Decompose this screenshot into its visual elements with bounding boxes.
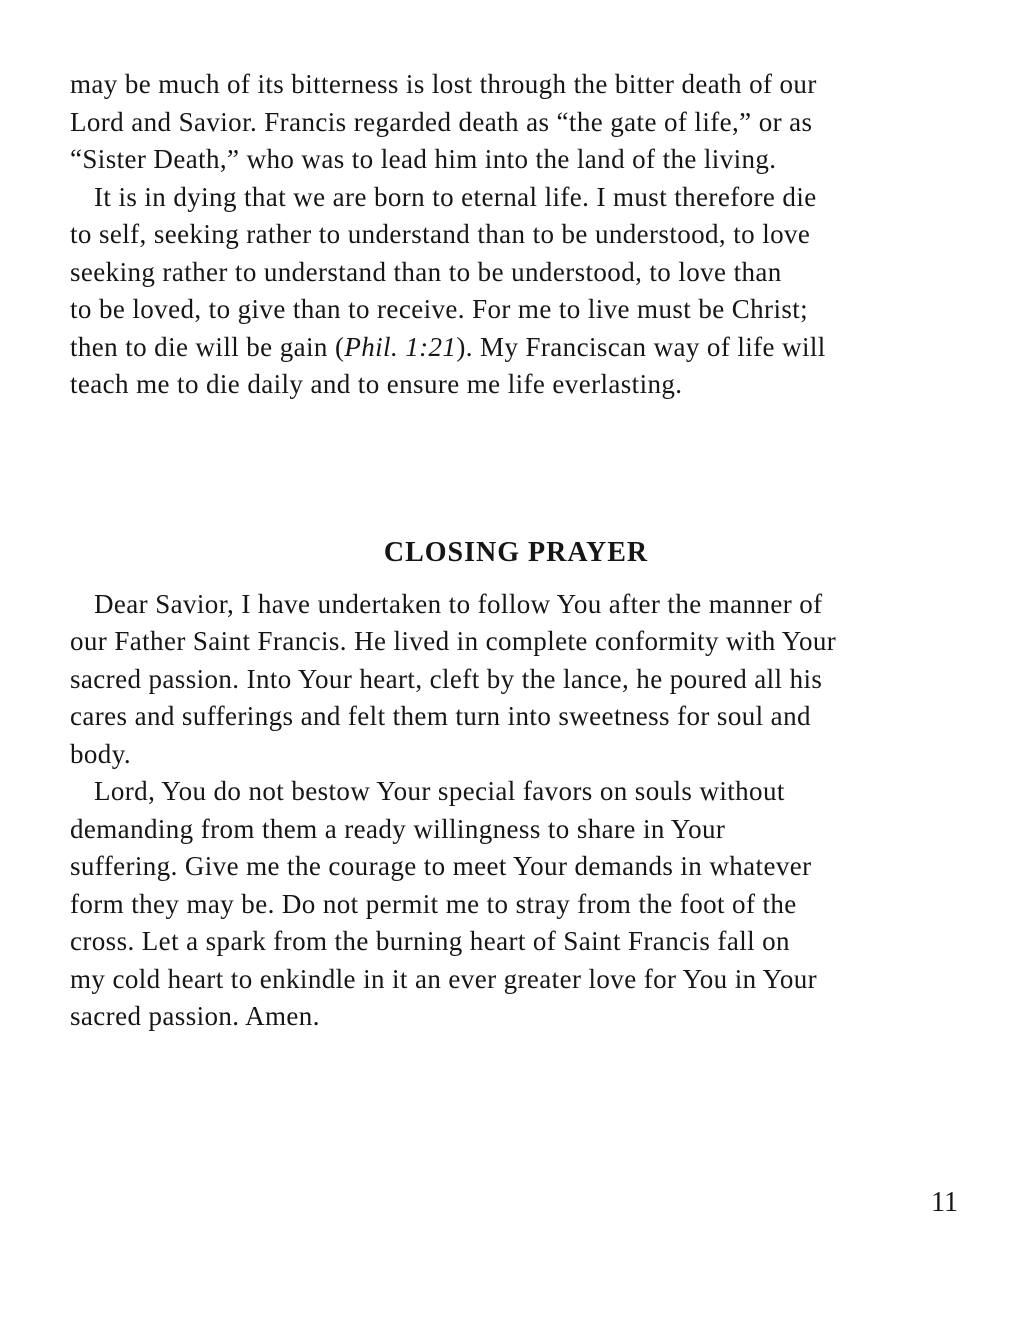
text-line: Dear Savior, I have undertaken to follow You after the manner of <box>94 588 823 619</box>
text-line: demanding from them a ready willingness to share in Your <box>70 813 726 844</box>
document-text <box>70 66 962 1036</box>
scripture-reference: Phil. 1:21 <box>344 331 457 362</box>
text-line: to self, seeking rather to understand than to be understood, to love <box>70 219 811 249</box>
text-line: then to die will be gain (Phil. 1:21). My Franciscan way of life will <box>70 331 826 362</box>
text-line: sacred passion. Amen. <box>70 1001 320 1031</box>
body-paragraph <box>70 179 962 404</box>
text-line: seeking rather to understand than to be understood, to love than <box>70 256 782 287</box>
text-line: cares and sufferings and felt them turn into sweetness for soul and <box>70 701 811 731</box>
text-line: sacred passion. Into Your heart, cleft by the lance, he poured all his <box>70 663 823 694</box>
body-paragraph <box>70 66 962 179</box>
text-line: our Father Saint Francis. He lived in complete conformity with Your <box>70 626 837 656</box>
text-line: “Sister Death,” who was to lead him into the land of the living. <box>70 144 777 174</box>
text-line: may be much of its bitterness is lost through the bitter death of our <box>70 69 817 99</box>
section-heading: CLOSING PRAYER <box>383 536 649 568</box>
text-line: to be loved, to give than to receive. For me to live must be Christ; <box>70 294 809 324</box>
text-line: cross. Let a spark from the burning heart of Saint Francis fall on <box>70 926 790 956</box>
body-paragraph <box>70 773 962 1036</box>
body-paragraph <box>70 586 962 774</box>
page-number: 11 <box>931 1187 958 1218</box>
text-line: form they may be. Do not permit me to stray from the foot of the <box>70 888 797 919</box>
text-line: It is in dying that we are born to eternal life. I must therefore die <box>94 181 817 212</box>
text-line: teach me to die daily and to ensure me life everlasting. <box>70 369 683 399</box>
text-line: my cold heart to enkindle in it an ever greater love for You in Your <box>70 963 818 994</box>
text-line: body. <box>70 738 131 769</box>
text-line: suffering. Give me the courage to meet Your demands in whatever <box>70 851 812 881</box>
text-line: Lord, You do not bestow Your special favors on souls without <box>94 776 785 806</box>
text-line: Lord and Savior. Francis regarded death as “the gate of life,” or as <box>70 106 813 137</box>
